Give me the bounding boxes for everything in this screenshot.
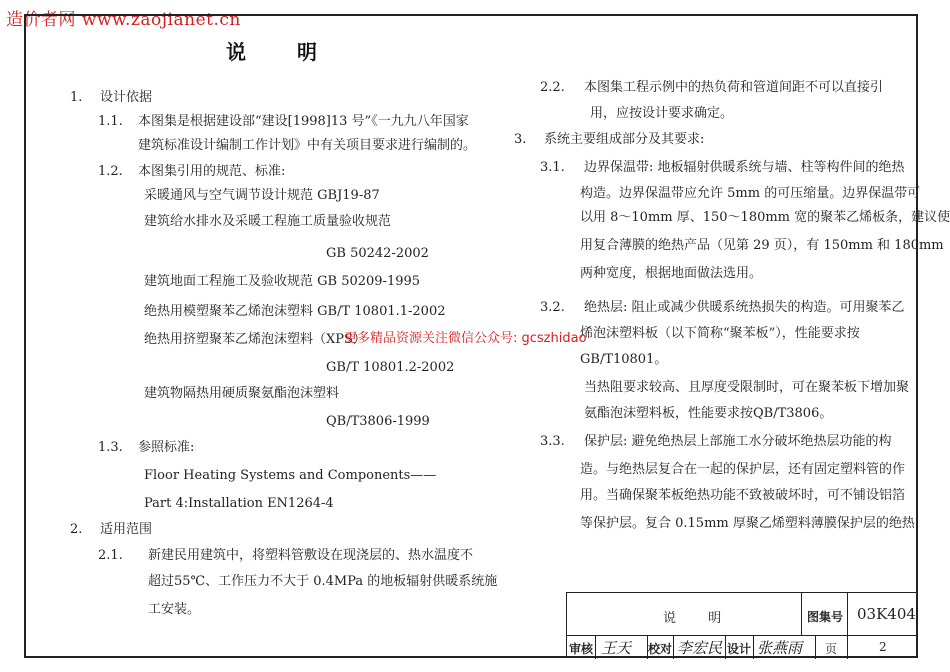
text-line: 保护层: 避免绝热层上部施工水分破坏绝热层功能的构 xyxy=(584,434,892,449)
section-number: 1. xyxy=(70,90,83,105)
text-line: 用复合薄膜的绝热产品（见第 29 页），有 150mm 和 180mm xyxy=(580,238,944,253)
title-block-vline xyxy=(595,635,596,659)
text-line: 造。与绝热层复合在一起的保护层，还有固定塑料管的作 xyxy=(580,462,906,477)
title-block-divider xyxy=(567,635,918,636)
design-label: 设计 xyxy=(727,642,752,656)
text-line: Floor Heating Systems and Components—— xyxy=(144,468,437,483)
section-number: 3.3. xyxy=(540,434,565,449)
text-line: 当热阻要求较高、且厚度受限制时，可在聚苯板下增加聚 xyxy=(584,380,910,395)
text-line: 绝热用模塑聚苯乙烯泡沫塑料 GB/T 10801.1-2002 xyxy=(144,304,446,319)
title-block-vline xyxy=(815,635,816,659)
title-block-vline xyxy=(801,593,802,635)
section-number: 1.1. xyxy=(98,114,123,129)
text-line: Part 4:Installation EN1264-4 xyxy=(144,496,334,511)
title-block-vline xyxy=(847,635,848,659)
section-number: 3. xyxy=(514,132,527,147)
check-label: 校对 xyxy=(648,642,673,656)
text-line: 设计依据 xyxy=(100,90,153,105)
atlas-number: 03K404 xyxy=(857,605,916,623)
section-number: 1.2. xyxy=(98,164,123,179)
text-line: 建筑地面工程施工及验收规范 GB 50209-1995 xyxy=(144,274,421,289)
text-line: 烯泡沫塑料板（以下简称“聚苯板”），性能要求按 xyxy=(580,326,860,341)
text-line: 建筑标准设计编制工作计划》中有关项目要求进行编制的。 xyxy=(138,138,477,153)
title-block-vline xyxy=(753,635,754,659)
text-line: GB 50242-2002 xyxy=(326,246,429,261)
text-line: 用。当确保聚苯板绝热功能不致被破坏时，可不铺设铝箔 xyxy=(580,488,906,503)
text-line: 构造。边界保温带应允许 5mm 的可压缩量。边界保温带可 xyxy=(580,186,921,201)
text-line: 超过55℃、工作压力不大于 0.4MPa 的地板辐射供暖系统施 xyxy=(148,574,498,589)
check-signature: 李宏民 xyxy=(677,639,723,657)
text-line: 绝热层: 阻止或减少供暖系统热损失的构造。可用聚苯乙 xyxy=(584,300,905,315)
text-line: 以用 8～10mm 厚、150～180mm 宽的聚苯乙烯板条，建议使 xyxy=(580,210,950,225)
review-signature: 王天 xyxy=(601,639,632,657)
title-block-vline xyxy=(847,593,848,635)
text-line: QB/T3806-1999 xyxy=(326,414,430,429)
text-line: 工安装。 xyxy=(148,602,201,617)
text-line: 绝热用挤塑聚苯乙烯泡沫塑料（XPS） xyxy=(144,332,366,347)
page-title: 说 明 xyxy=(226,40,339,64)
section-number: 2. xyxy=(70,522,83,537)
text-line: 氨酯泡沫塑料板，性能要求按QB/T3806。 xyxy=(584,406,833,421)
atlas-label: 图集号 xyxy=(807,610,844,624)
title-block xyxy=(566,592,918,658)
resource-notice: 更多精品资源关注微信公众号: gcszhidao xyxy=(344,331,587,346)
text-line: 本图集工程示例中的热负荷和管道间距不可以直接引 xyxy=(584,80,884,95)
text-line: 适用范围 xyxy=(100,522,153,537)
text-line: 本图集是根据建设部“建设[1998]13 号”《一九九八年国家 xyxy=(138,114,469,129)
text-line: GB/T10801。 xyxy=(580,352,668,367)
page-label: 页 xyxy=(825,642,838,656)
page-number: 2 xyxy=(879,640,887,654)
section-number: 3.2. xyxy=(540,300,565,315)
drawing-title: 说 明 xyxy=(663,611,736,626)
text-line: 边界保温带: 地板辐射供暖系统与墙、柱等构件间的绝热 xyxy=(584,160,905,175)
title-block-vline xyxy=(673,635,674,659)
text-line: 新建民用建筑中，将塑料管敷设在现浇层的、热水温度不 xyxy=(148,548,474,563)
watermark-text: 造价者网 www.zaojianet.cn xyxy=(6,10,241,30)
section-number: 1.3. xyxy=(98,440,123,455)
text-line: 本图集引用的规范、标准: xyxy=(138,164,286,179)
section-number: 3.1. xyxy=(540,160,565,175)
text-line: 采暖通风与空气调节设计规范 GBJ19-87 xyxy=(144,188,380,203)
text-line: 参照标准: xyxy=(138,440,195,455)
text-line: 建筑物隔热用硬质聚氨酯泡沫塑料 xyxy=(144,386,340,401)
section-number: 2.2. xyxy=(540,80,565,95)
text-line: 系统主要组成部分及其要求: xyxy=(544,132,705,147)
text-line: 用，应按设计要求确定。 xyxy=(590,106,734,121)
design-signature: 张燕雨 xyxy=(757,639,803,657)
text-line: GB/T 10801.2-2002 xyxy=(326,360,455,375)
text-line: 等保护层。复合 0.15mm 厚聚乙烯塑料薄膜保护层的绝热 xyxy=(580,516,915,531)
section-number: 2.1. xyxy=(98,548,123,563)
text-line: 建筑给水排水及采暖工程施工质量验收规范 xyxy=(144,214,392,229)
text-line: 两种宽度，根据地面做法选用。 xyxy=(580,266,763,281)
title-block-vline xyxy=(725,635,726,659)
review-label: 审核 xyxy=(569,642,594,656)
